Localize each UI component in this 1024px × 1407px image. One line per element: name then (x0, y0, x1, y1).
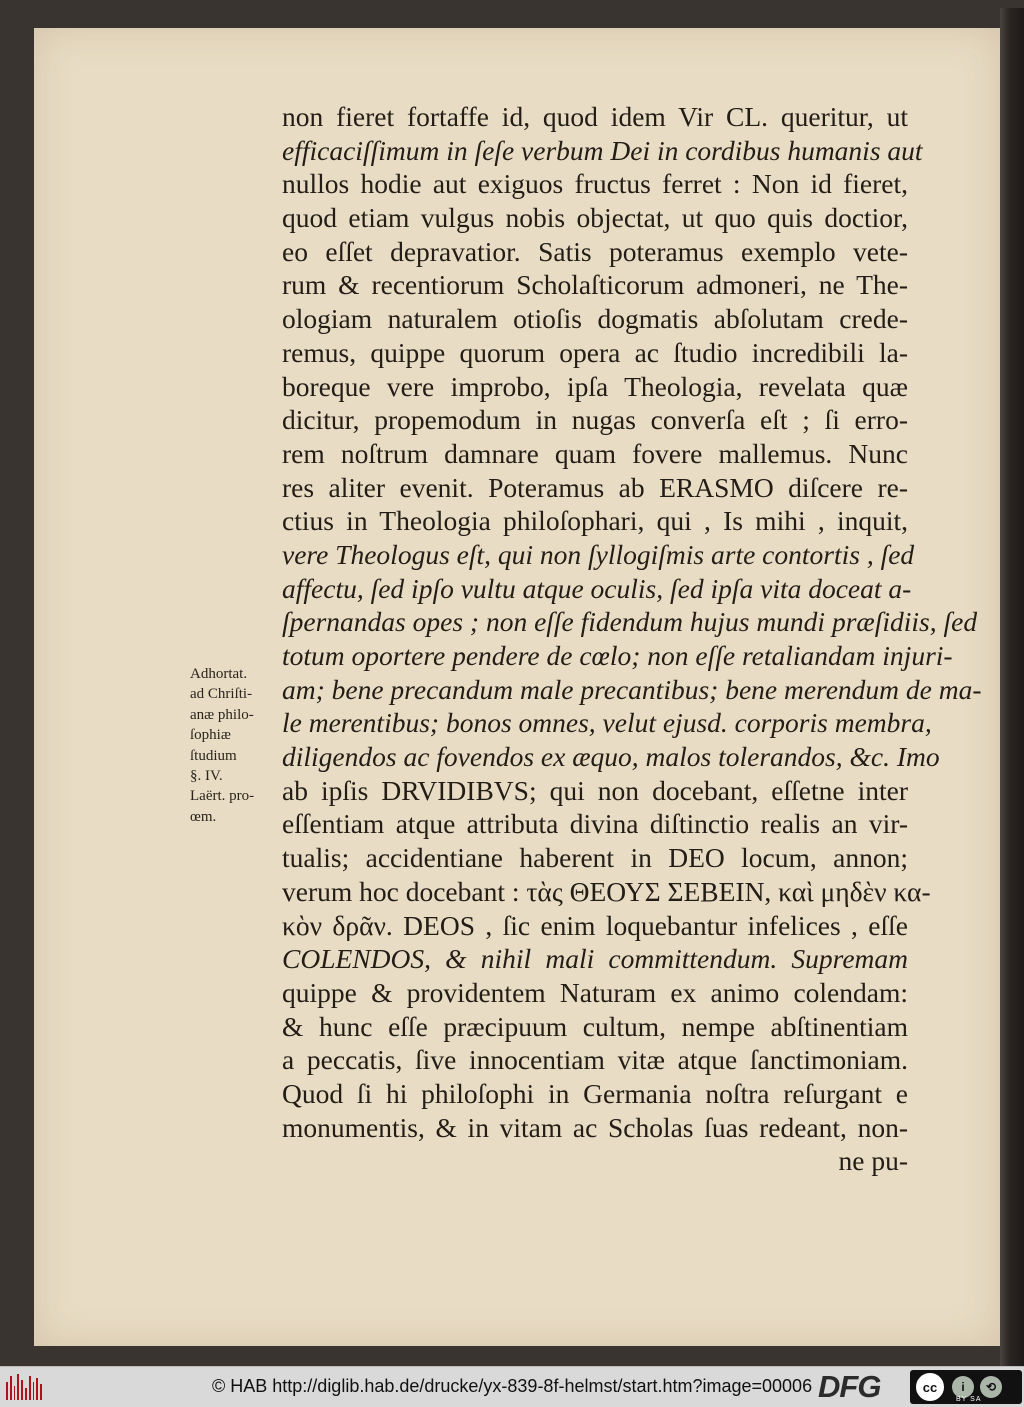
text-line: dicitur, propemodum in nugas converſa eſt ; ſi erro- (282, 404, 908, 436)
margin-note (190, 664, 286, 827)
text-line: Quod ſi hi philoſophi in Germania noſtra reſurgant e (282, 1077, 908, 1109)
sa-icon: ⟲ (980, 1376, 1002, 1398)
text-line: res aliter evenit. Poteramus ab ERASMO diſcere re- (282, 471, 908, 503)
cc-icon: cc (914, 1371, 946, 1403)
by-icon: i (952, 1376, 974, 1398)
license-label: BY SA (956, 1396, 982, 1403)
margin-note-line: Adhortat. (190, 666, 248, 682)
book-edge (1000, 8, 1024, 1366)
cc-license-badge[interactable] (910, 1370, 1022, 1404)
text-line: efficaciſſimum in ſeſe verbum Dei in cordibus humanis aut (282, 134, 923, 166)
text-line: tualis; accidentiane haberent in DEO locum, annon; (282, 842, 908, 874)
margin-note-line: œm. (190, 808, 217, 825)
margin-note-line: ſophiæ (190, 727, 231, 744)
page-body-text (282, 100, 982, 1178)
text-line: le merentibus; bonos omnes, velut ejusd. corporis membra, (282, 707, 932, 739)
margin-note-line: ſtudium (190, 747, 237, 764)
text-line: rem noſtrum damnare quam fovere mallemus. Nunc (282, 437, 908, 469)
text-line: eo eſſet depravatior. Satis poteramus exemplo vete- (282, 235, 908, 267)
text-line: verum hoc docebant : τὰς ΘΕΟΥΣ ΣΕΒΕΙΝ, καὶ μηδὲν κα- (282, 875, 931, 907)
text-line: boreque vere improbo, ipſa Theologia, revelata quæ (282, 370, 908, 402)
text-line: ologiam naturalem otioſis dogmatis abſolutam crede- (282, 303, 908, 335)
dfg-logo: DFG (818, 1369, 881, 1404)
copyright-link[interactable]: © HAB http://diglib.hab.de/drucke/yx-839-8f-helmst/start.htm?image=00006 (212, 1376, 813, 1396)
text-line: nullos hodie aut exiguos fructus ferret : Non id fieret, (282, 168, 908, 200)
text-line: eſſentiam atque attributa divina diſtinctio realis an vir- (282, 808, 908, 840)
text-line: κὸν δρᾶν. DEOS , ſic enim loquebantur infelices , eſſe (282, 909, 908, 941)
viewer-footer (0, 1366, 1024, 1407)
text-line: ſpernandas opes ; non eſſe fidendum hujus mundi præſidiis, ſed (282, 606, 978, 638)
text-line: diligendos ac fovendos ex æquo, malos tolerandos, &c. Imo (282, 741, 940, 773)
text-line: quippe & providentem Naturam ex animo colendam: (282, 976, 908, 1008)
hab-logo-icon (6, 1374, 42, 1400)
catchword: ne pu- (838, 1145, 908, 1177)
text-line: monumentis, & in vitam ac Scholas ſuas redeant, non- (282, 1111, 908, 1143)
text-line: am; bene precandum male precantibus; bene merendum de ma- (282, 673, 982, 705)
text-line: ab ipſis DRVIDIBVS; qui non docebant, eſſetne inter (282, 774, 908, 806)
text-line: & hunc eſſe præcipuum cultum, nempe abſtinentiam (282, 1010, 908, 1042)
text-line: quod etiam vulgus nobis objectat, ut quo quis doctior, (282, 202, 908, 234)
text-line: totum oportere pendere de cœlo; non eſſe retaliandam injuri- (282, 640, 953, 671)
margin-note-line: §. IV. (190, 768, 223, 785)
text-line: rum & recentiorum Scholaſticorum admoneri, ne The- (282, 269, 908, 301)
text-line: ctius in Theologia philoſophari, qui , Is mihi , inquit, (282, 505, 908, 537)
margin-note-line: Laërt. pro- (190, 788, 255, 805)
text-line: non fieret fortaffe id, quod idem Vir CL. queritur, ut (282, 101, 908, 132)
text-line: affectu, ſed ipſo vultu atque oculis, ſed ipſa vita doceat a- (282, 572, 912, 604)
text-line: COLENDOS, & nihil mali committendum. Supremam (282, 943, 908, 975)
text-line: a peccatis, ſive innocentiam vitæ atque ſanctimoniam. (282, 1044, 908, 1076)
margin-note-line: anæ philo- (190, 706, 254, 723)
text-line: vere Theologus eſt, qui non ſyllogiſmis arte contortis , ſed (282, 538, 915, 570)
margin-note-line: ad Chriſti- (190, 686, 253, 703)
text-line: remus, quippe quorum opera ac ſtudio incredibili la- (282, 336, 908, 368)
